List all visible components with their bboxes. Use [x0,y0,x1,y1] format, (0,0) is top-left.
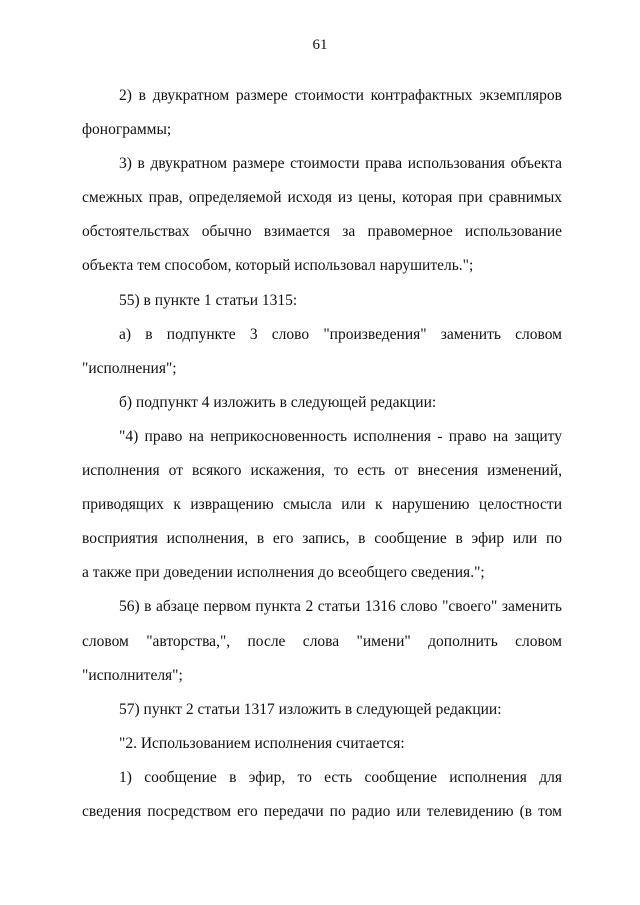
text-line: обстоятельствах обычно взимается за правомерное использование [82,223,562,241]
text-line: исполнения от всякого искажения, то есть от внесения изменений, [82,462,562,480]
text-line: 1) сообщение в эфир, то есть сообщение исполнения для [119,768,562,786]
text-line: фонограммы; [82,121,172,139]
text-line: "2. Использованием исполнения считается: [119,734,405,752]
text-line: "исполнителя"; [82,666,183,684]
text-line: "4) право на неприкосновенность исполнения - право на защиту [119,427,562,445]
page-number: 61 [312,37,328,53]
text-line: словом "авторства,", после слова "имени" дополнить словом [82,632,562,650]
text-line: восприятия исполнения, в его запись, в сообщение в эфир или по [82,530,562,548]
text-line: 55) в пункте 1 статьи 1315: [119,291,298,309]
text-line: 2) в двукратном размере стоимости контрафактных экземпляров [119,87,562,104]
text-line: 3) в двукратном размере стоимости права использования объекта [119,155,562,173]
text-line: а) в подпункте 3 слово "произведения" заменить словом [119,325,562,343]
text-line: смежных прав, определяемой исходя из цены, которая при сравнимых [82,189,562,207]
text-line: б) подпункт 4 изложить в следующей редакции: [119,393,437,411]
text-line: 56) в абзаце первом пункта 2 статьи 1316 слово "своего" заменить [119,598,562,616]
text-line: а также при доведении исполнения до всеобщего сведения."; [82,564,485,582]
document-body [82,79,562,829]
text-line: объекта тем способом, который использовал нарушитель."; [82,257,474,275]
text-line: сведения посредством его передачи по радио или телевидению (в том [82,802,562,820]
text-line: приводящих к извращению смысла или к нарушению целостности [82,496,562,514]
text-line: 57) пункт 2 статьи 1317 изложить в следующей редакции: [119,700,502,718]
text-line: "исполнения"; [82,359,177,377]
